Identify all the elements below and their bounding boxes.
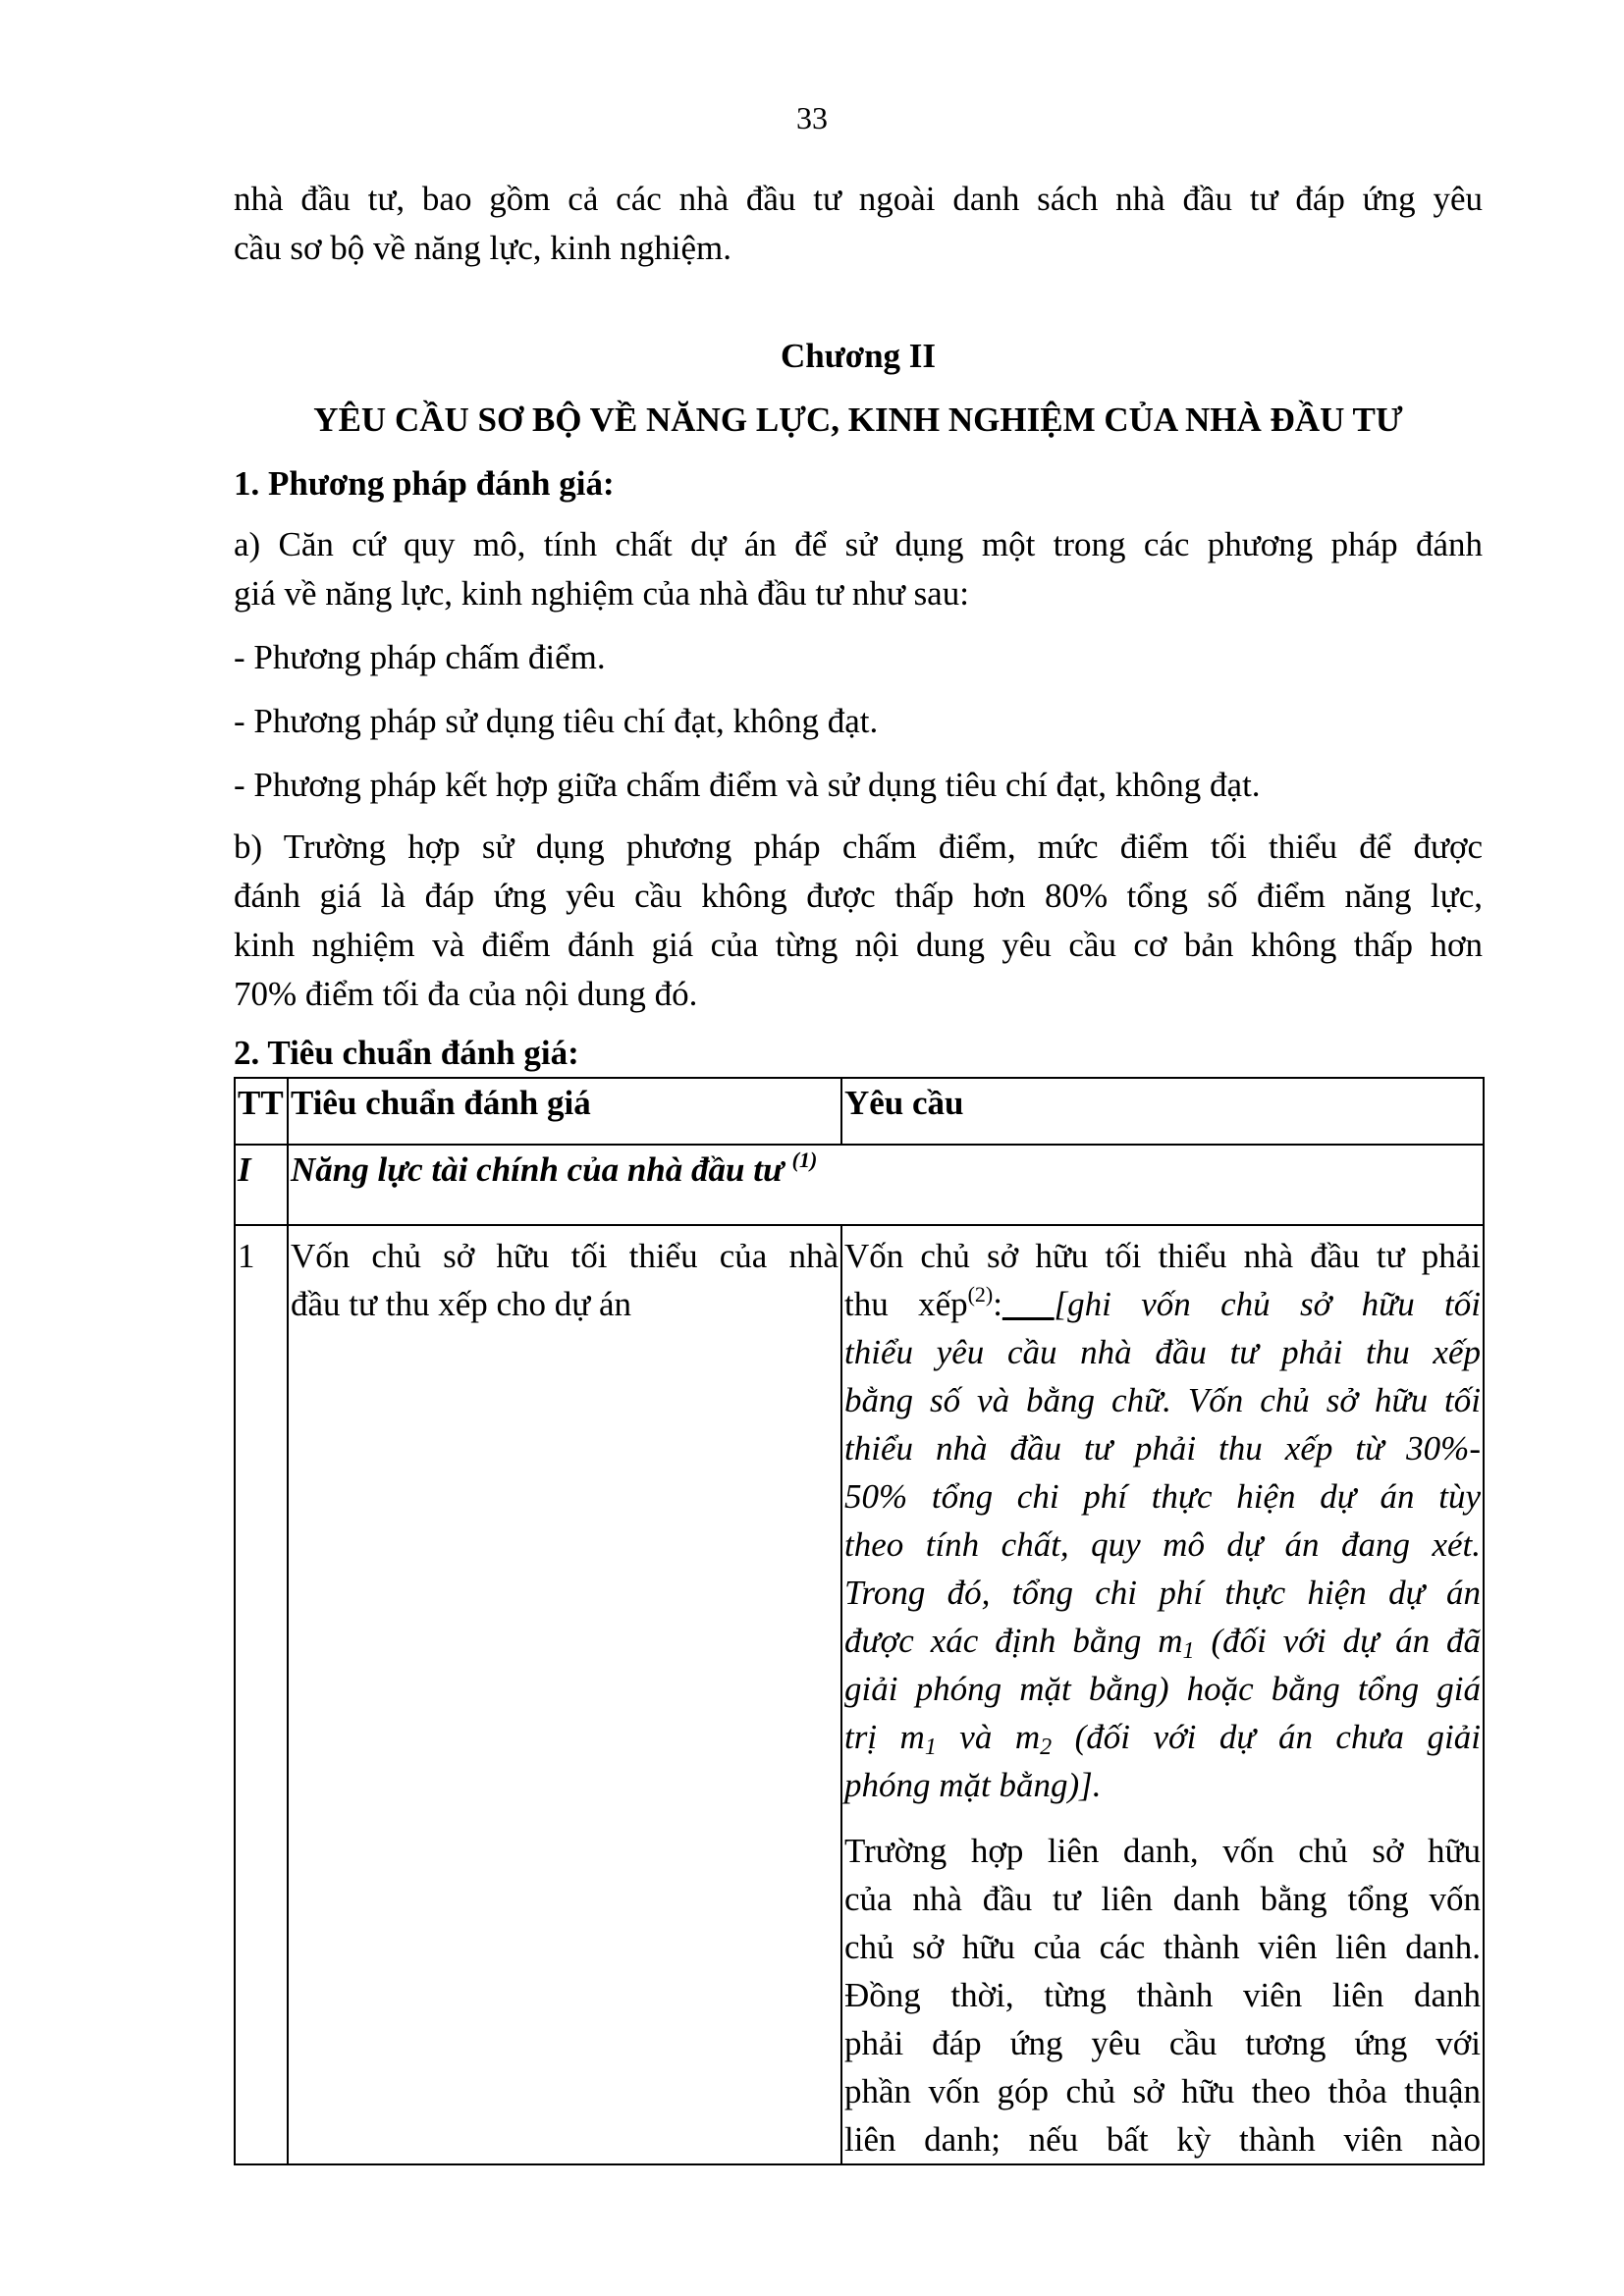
req-italic-line: thiểu yêu cầu nhà đầu tư phải thu xếp <box>844 1333 1481 1371</box>
req-italic-line: thiểu nhà đầu tư phải thu xếp từ 30%- <box>844 1429 1481 1468</box>
joint-line: của nhà đầu tư liên danh bằng tổng vốn <box>844 1880 1481 1918</box>
scoring-line: đánh giá là đáp ứng yêu cầu không được thấp hơn 80% tổng số điểm năng lực, <box>234 877 1483 915</box>
req-m-sub: 1 <box>1182 1638 1195 1664</box>
header-criteria: Tiêu chuẩn đánh giá <box>288 1078 841 1145</box>
joint-line: phần vốn góp chủ sở hữu theo thỏa thuận <box>844 2072 1481 2110</box>
req-blank: ___ <box>1002 1285 1055 1323</box>
chapter-title: Chương II <box>780 337 937 375</box>
method-intro-line: giá về năng lực, kinh nghiệm của nhà đầu tư như sau: <box>234 574 969 613</box>
row-criteria <box>288 1225 841 2164</box>
req-italic-line: 50% tổng chi phí thực hiện dự án tùy <box>844 1477 1481 1516</box>
req-italic-line <box>844 1617 1481 1665</box>
header-tt: TT <box>235 1078 288 1145</box>
req-italic-line: bằng số và bằng chữ. Vốn chủ sở hữu tối <box>844 1381 1481 1419</box>
joint-line: Đồng thời, từng thành viên liên danh <box>844 1976 1481 2014</box>
method-intro-paragraph <box>234 520 1483 618</box>
criteria-table <box>234 1077 1485 2165</box>
method-item-pass-fail: - Phương pháp sử dụng tiêu chí đạt, không đạt. <box>234 702 879 740</box>
joint-line: liên danh; nếu bất kỳ thành viên nào <box>844 2120 1481 2159</box>
method-item-combined: - Phương pháp kết hợp giữa chấm điểm và sử dụng tiêu chí đạt, không đạt. <box>234 766 1261 804</box>
intro-paragraph <box>234 175 1483 273</box>
chapter-subtitle: YÊU CẦU SƠ BỘ VỀ NĂNG LỰC, KINH NGHIỆM CỦA NHÀ ĐẦU TƯ <box>313 400 1403 439</box>
section-title: Năng lực tài chính của nhà đầu tư <box>291 1150 784 1189</box>
table-header-row <box>235 1078 1484 1145</box>
method-item-scoring: - Phương pháp chấm điểm. <box>234 638 606 676</box>
req-italic-line <box>844 1713 1481 1761</box>
intro-line: nhà đầu tư, bao gồm cả các nhà đầu tư ngoài danh sách nhà đầu tư đáp ứng yêu <box>234 180 1483 218</box>
joint-line: Trường hợp liên danh, vốn chủ sở hữu <box>844 1832 1481 1870</box>
page-number: 33 <box>796 100 828 135</box>
req-m-text: được xác định bằng m <box>844 1622 1183 1660</box>
req-italic-line: theo tính chất, quy mô dự án đang xét. <box>844 1525 1481 1564</box>
joint-line: chủ sở hữu của các thành viên liên danh. <box>844 1928 1481 1966</box>
scoring-line: 70% điểm tối đa của nội dung đó. <box>234 975 698 1013</box>
req-italic-line: phóng mặt bằng)]. <box>844 1766 1102 1804</box>
row-requirement <box>841 1225 1484 2164</box>
section-note: (1) <box>791 1148 818 1172</box>
req-italic-line: Trong đó, tổng chi phí thực hiện dự án <box>844 1574 1481 1612</box>
req-note: (2) <box>967 1282 994 1307</box>
section-title-cell <box>288 1145 1484 1225</box>
req-m-text: và m <box>936 1718 1041 1756</box>
row-number: 1 <box>235 1225 288 2164</box>
req-prefix: thu xếp <box>844 1285 968 1323</box>
req-m-text: (đối với dự án chưa giải <box>1052 1718 1481 1756</box>
req-m-sub: 1 <box>924 1735 937 1760</box>
scoring-line: b) Trường hợp sử dụng phương pháp chấm điểm, mức điểm tối thiểu để được <box>234 828 1483 866</box>
method-intro-line: a) Căn cứ quy mô, tính chất dự án để sử dụng một trong các phương pháp đánh <box>234 525 1483 563</box>
joint-line: phải đáp ứng yêu cầu tương ứng với <box>844 2024 1481 2062</box>
criteria-line: đầu tư thu xếp cho dự án <box>291 1285 632 1323</box>
req-m-sub: 2 <box>1040 1735 1053 1760</box>
intro-line: cầu sơ bộ về năng lực, kinh nghiệm. <box>234 229 731 267</box>
scoring-threshold-paragraph <box>234 823 1483 1019</box>
req-m-text: trị m <box>844 1718 925 1756</box>
req-italic-start: [ghi vốn chủ sở hữu tối <box>1054 1285 1481 1323</box>
criteria-line: Vốn chủ sở hữu tối thiểu của nhà <box>291 1237 839 1275</box>
section2-heading: 2. Tiêu chuẩn đánh giá: <box>234 1034 579 1072</box>
section-number: I <box>235 1145 288 1225</box>
header-requirement: Yêu cầu <box>841 1078 1484 1145</box>
section1-heading: 1. Phương pháp đánh giá: <box>234 464 615 503</box>
req-colon: : <box>993 1285 1002 1323</box>
req-m-text: (đối với dự án đã <box>1194 1622 1481 1660</box>
scoring-line: kinh nghiệm và điểm đánh giá của từng nội dung yêu cầu cơ bản không thấp hơn <box>234 926 1483 964</box>
req-italic-line: giải phóng mặt bằng) hoặc bằng tổng giá <box>844 1670 1481 1708</box>
table-row <box>235 1225 1484 2164</box>
table-section-row <box>235 1145 1484 1225</box>
req-line <box>844 1280 1481 1328</box>
req-line: Vốn chủ sở hữu tối thiểu nhà đầu tư phải <box>844 1237 1481 1275</box>
